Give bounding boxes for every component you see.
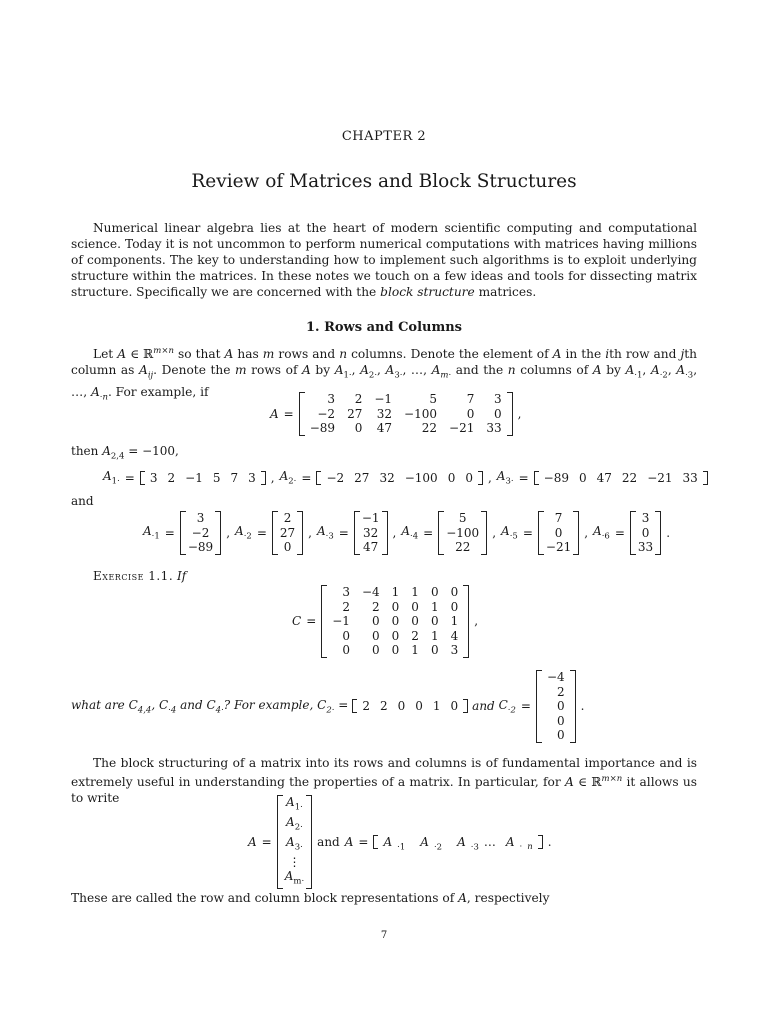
matrix-cell: 1 xyxy=(430,628,439,643)
matrix-cell: 5 xyxy=(429,392,438,406)
column-vector-5: $A_{\cdot 5}$ = 7 0 −21 , xyxy=(501,511,589,554)
matrix-cell: 0 xyxy=(430,643,439,657)
matrix-cell: 22 xyxy=(421,421,438,435)
column-block-vector: A $_{\cdot 1}$ A $_{\cdot 2}$ A $_{\cdot 3}$ … A $_{\cdot n}$ xyxy=(373,835,542,849)
matrix-cell: 0 xyxy=(557,713,565,728)
matrix-cell: 2 xyxy=(411,628,419,643)
matrix-cell: 0 xyxy=(391,628,400,643)
column-vector-2: $A_{\cdot 2}$ = 2 27 0 , xyxy=(235,511,312,554)
matrix-cell: −1 xyxy=(332,614,350,628)
matrix-cell: −2 xyxy=(317,406,336,421)
C2-row-vector: 2 2 0 0 1 0 xyxy=(352,699,468,713)
matrix-cell: 0 xyxy=(430,585,439,599)
matrix-cell: 2 xyxy=(557,684,565,699)
rows-columns-paragraph: Let A ∈ ℝ$^{m\times n}$ so that A has m rows and n columns. Denote the element of A in the ith row and jth column as $A_{ij}$. Denote the m rows of A by $A_{1\cdot}$, $A_{2\cdot}$, $A_{3\cdot}$, …, $A_{m\cdot}$ and the n columns of A by $A_{\cdot 1}$, $A_{\cdot 2}$, $A_{\cdot 3}$, …, $A_{\cdot n}$. For example, if xyxy=(71,346,698,402)
exercise-heading: Exercise 1.1. If xyxy=(93,569,187,583)
matrix-cell: −89 xyxy=(309,421,336,435)
matrix-cell: 0 xyxy=(372,614,380,628)
matrix-cell: 0 xyxy=(411,599,419,614)
column-vector-3: $A_{\cdot 3}$ = −1 32 47 , xyxy=(316,511,397,554)
block-row-entry: $A_{2\cdot}$ xyxy=(286,814,303,833)
matrix-cell: −4 xyxy=(546,670,565,684)
matrix-cell: 0 xyxy=(342,643,350,657)
matrix-A-equation: A = 3 2 −1 5 7 3 −2 27 32 −100 0 0 −89 0 47 22 −21 33 , xyxy=(270,392,522,435)
column-vectors xyxy=(143,511,675,555)
row-vectors xyxy=(103,469,708,486)
matrix-cell: 2 xyxy=(372,599,380,614)
matrix-cell: 0 xyxy=(354,421,363,435)
matrix-cell: 27 xyxy=(347,406,363,421)
and-label: and xyxy=(71,494,94,508)
matrix-cell: 3 xyxy=(493,392,502,406)
matrix-cell: −4 xyxy=(361,585,380,599)
matrix-cell: 0 xyxy=(372,643,380,657)
row-vector-2: $A_{2\cdot}$ = −2 27 32 −100 0 0 , xyxy=(279,469,492,487)
matrix-cell: 4 xyxy=(450,628,459,643)
matrix-cell: 32 xyxy=(376,406,393,421)
matrix-A xyxy=(299,392,513,436)
matrix-cell: 33 xyxy=(486,421,502,435)
matrix-cell: 0 xyxy=(493,406,502,421)
column-vector-4: $A_{\cdot 4}$ = 5 −100 22 , xyxy=(401,511,497,554)
matrix-cell: 1 xyxy=(411,585,419,599)
row-vector-3: $A_{3\cdot}$ = −89 0 47 22 −21 33 xyxy=(497,469,708,486)
matrix-cell: −21 xyxy=(449,421,475,435)
row-vector-1: $A_{1\cdot}$ = 3 2 −1 5 7 3 , xyxy=(103,469,275,487)
matrix-cell: 1 xyxy=(411,643,419,657)
section-title: 1. Rows and Columns xyxy=(305,320,463,335)
matrix-cell: 0 xyxy=(450,599,459,614)
matrix-cell: 0 xyxy=(391,599,400,614)
exercise-question: what are $C_{4,4}$, $C_{\cdot 4}$ and $C_{4\cdot}$? For example, $C_{2\cdot}$ = 2 2 0 0 1 0 and $C_{\cdot 2}$ = −4 2 0 0 0 . xyxy=(71,670,585,742)
closing-paragraph: These are called the row and column block representations of A, respectively xyxy=(71,891,550,905)
page-title: Review of Matrices and Block Structures xyxy=(191,171,577,192)
C2-column-vector xyxy=(536,670,576,743)
block-structure-paragraph: The block structuring of a matrix into its rows and columns is of fundamental importance and is extremely useful in understanding the properties of a matrix. In particular, for A ∈ ℝ$^{m\times n}$ it allows us to write xyxy=(71,756,697,806)
matrix-cell: 0 xyxy=(557,728,565,742)
matrix-C xyxy=(321,585,469,658)
matrix-cell: 0 xyxy=(411,614,419,628)
then-line: then $A_{2,4} = -100$, xyxy=(71,444,179,462)
chapter-label: CHAPTER 2 xyxy=(341,129,427,144)
column-vector-6: $A_{\cdot 6}$ = 3 0 33 . xyxy=(593,511,671,554)
block-row-entry: ⋮ xyxy=(288,854,301,869)
matrix-cell: 1 xyxy=(391,585,400,599)
matrix-cell: 1 xyxy=(450,614,459,628)
matrix-cell: 2 xyxy=(354,392,363,406)
block-row-entry: $A_{1\cdot}$ xyxy=(286,795,303,813)
block-row-entry: $A_{m\cdot}$ xyxy=(284,869,305,887)
matrix-cell: 0 xyxy=(372,628,380,643)
column-vector-1: $A_{\cdot 1}$ = 3 −2 −89 , xyxy=(143,511,231,554)
page-number: 7 xyxy=(380,930,388,941)
matrix-cell: 3 xyxy=(450,643,459,657)
matrix-cell: 7 xyxy=(466,392,475,406)
intro-paragraph: Numerical linear algebra lies at the heart of modern scientific computing and computational science. Today it is not uncommon to perform numerical computations with matrices having millions of components. The key to understanding how to implement such algorithms is to exploit underlying structure within the matrices. In these notes we touch on a few ideas and tools for dissecting matrix structure. Specifically we are concerned with the block structure matrices. xyxy=(71,221,697,299)
matrix-cell: 0 xyxy=(391,614,400,628)
matrix-C-equation: C = 3 −4 1 1 0 0 2 2 0 0 1 0 −1 0 0 0 0 1 0 0 0 2 1 4 0 0 0 1 0 3 , xyxy=(292,585,479,657)
matrix-cell: 0 xyxy=(557,699,565,713)
matrix-cell: −1 xyxy=(374,392,393,406)
block-row-entry: $A_{3\cdot}$ xyxy=(286,834,303,853)
matrix-cell: 3 xyxy=(327,392,336,406)
matrix-cell: 3 xyxy=(342,585,350,599)
matrix-cell: 0 xyxy=(450,585,459,599)
matrix-cell: 1 xyxy=(430,599,439,614)
matrix-cell: −100 xyxy=(404,406,438,421)
matrix-cell: 0 xyxy=(466,406,475,421)
matrix-cell: 2 xyxy=(342,599,350,614)
row-block-matrix xyxy=(277,795,312,889)
matrix-cell: 0 xyxy=(430,614,439,628)
block-representation: A = $A_{1\cdot}$ $A_{2\cdot}$ $A_{3\cdot}$ ⋮ $A_{m\cdot}$ and A = A $_{\cdot 1}$ A $_{\cdot 2}$ A $_{\cdot 3}$ … A $_{\cdot n}$ . xyxy=(248,795,557,889)
matrix-cell: 0 xyxy=(342,628,350,643)
matrix-cell: 47 xyxy=(376,421,393,435)
matrix-cell: 0 xyxy=(391,643,400,657)
